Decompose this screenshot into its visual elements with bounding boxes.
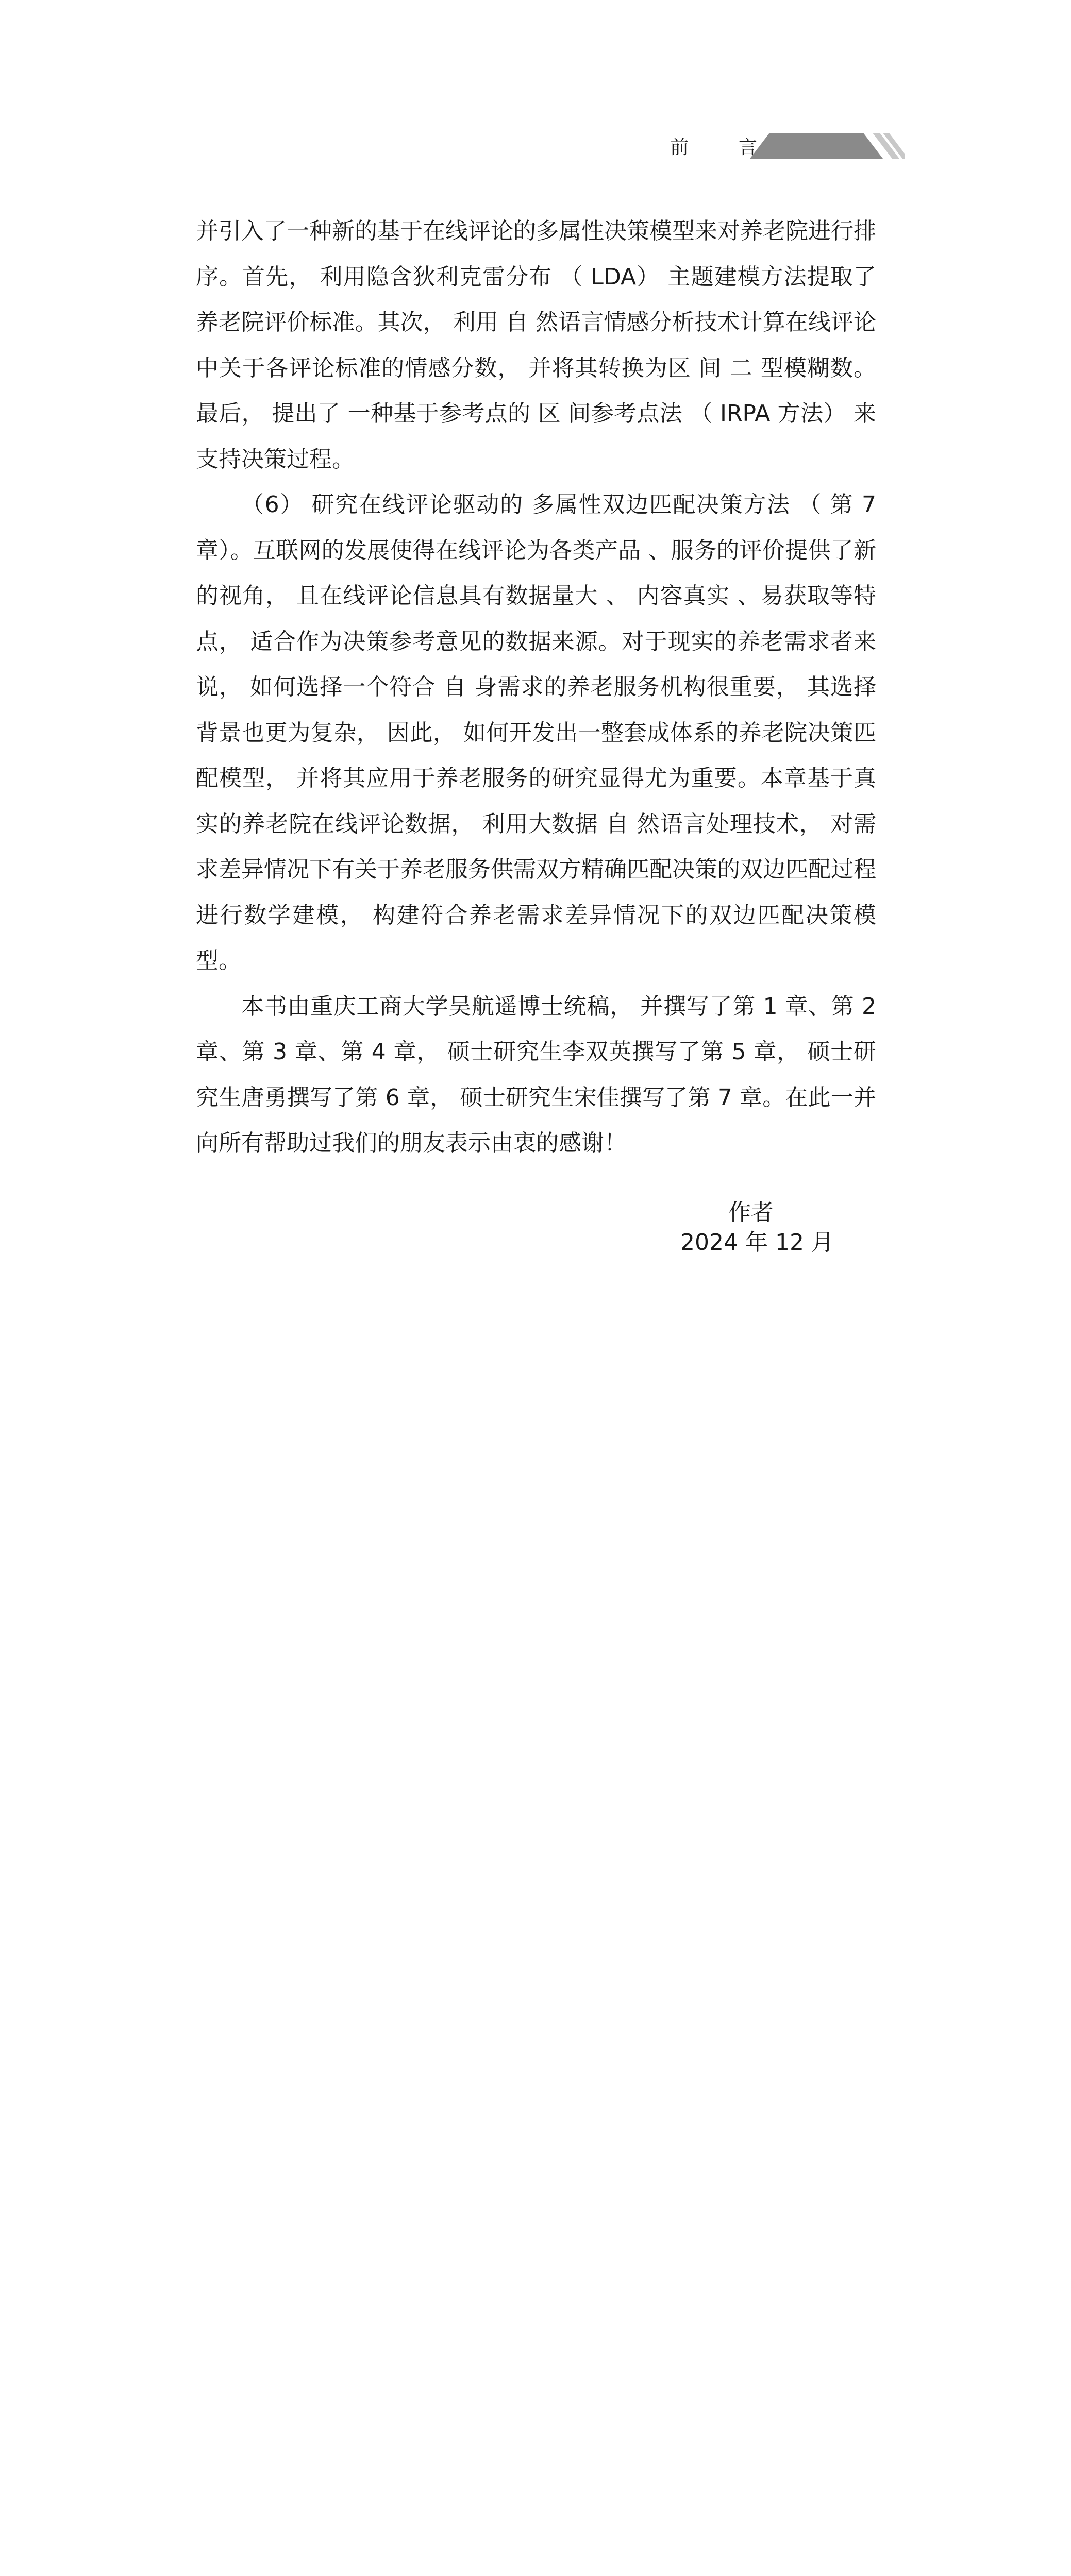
running-head-char-1: 前 xyxy=(670,137,690,158)
running-head-char-2: 言 xyxy=(738,137,758,158)
header-decoration-bar xyxy=(750,130,905,162)
paragraph-1: 并引入了一种新的基于在线评论的多属性决策模型来对养老院进行排序。首先， 利用隐含狄利克雷分布 （ LDA） 主题建模方法提取了养老院评价标准。其次， 利用 自 然语言情感分析技术计算在线评论中关于各评论标准的情感分数， 并将其转换为区 间 二 型模糊数。最后， 提出了 一种基于参考点的 区 间参考点法 （ IRPA 方法） 来支持决策过程。 xyxy=(196,218,876,472)
signature-date: 2024 年 12 月 xyxy=(680,1229,834,1256)
paragraph-3: 本书由重庆工商大学吴航遥博士统稿， 并撰写了第 1 章、第 2 章、第 3 章、第 4 章， 硕士研究生李双英撰写了第 5 章， 硕士研究生唐勇撰写了第 6 章， 硕士研究生宋佳撰写了第 7 章。在此一并向所有帮助过我们的朋友表示由衷的感谢！ xyxy=(196,993,876,1156)
signature-author: 作者 xyxy=(728,1199,774,1226)
body-text xyxy=(196,209,876,1166)
signature-block xyxy=(680,1198,835,1258)
page-footer xyxy=(0,1327,1071,1373)
page-header xyxy=(0,0,1071,165)
running-head-title xyxy=(670,135,758,161)
paragraph-2: （6） 研究在线评论驱动的 多属性双边匹配决策方法 （ 第 7 章）。互联网的发展使得在线评论为各类产品 、服务的评价提供了新的视角， 且在线评论信息具有数据量大 、 内容真实 、易获取等特点， 适合作为决策参考意见的数据来源。对于现实的养老需求者来说， 如何选择一个符合 自 身需求的养老服务机构很重要， 其选择背景也更为复杂， 因此， 如何开发出一整套成体系的养老院决策匹配模型， 并将其应用于养老服务的研究显得尤为重要。本章基于真实的养老院在线评论数据， 利用大数据 自 然语言处理技术， 对需求差异情况下有关于养老服务供需双方精确匹配决策的双边匹配过程进行数学建模， 构建符合养老需求差异情况下的双边匹配决策模型。 xyxy=(196,492,876,974)
